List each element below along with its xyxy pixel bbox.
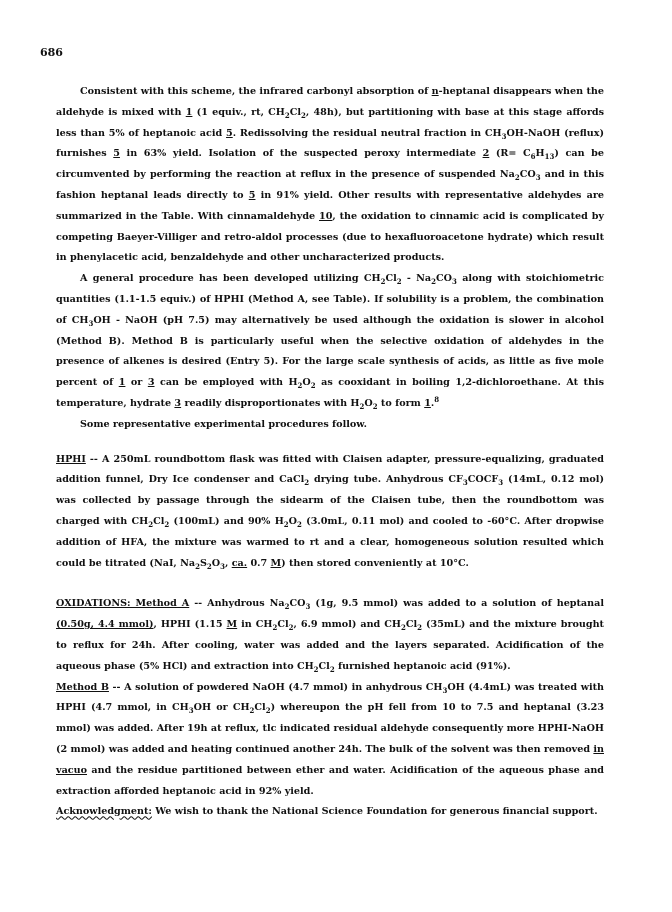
- method-b-heading: Method B: [56, 681, 109, 693]
- paragraph-general-procedure: A general procedure has been developed utilizing $CH_2Cl_2 - Na_2CO_3$ along with stoichiometric quantities (1.1-1.5 equiv.) of HPHI (Method A, see Table). If solubility is a problem, the combination of $CH_3OH$ - NaOH (pH 7.5) may alternatively be used although the oxidation is slower in alcohol (Method B). Method B is particularly useful when the selective oxidation of aldehydes in the presence of alkenes is desired (Entry 5). For the large scale synthesis of acids, as little as five mole percent of 1 or 3 can be employed with $H_2O_2$ as cooxidant in boiling 1,2-dichloroethane. At this temperature, hydrate 3 readily disproportionates with $H_2O_2$ to form 1.$^8$: [56, 273, 604, 411]
- section-hphi: HPHI -- A 250mL roundbottom flask was fitted with Claisen adapter, pressure-equalizing, graduated addition funnel, Dry Ice condenser and CaCl$_2$ drying tube. Anhydrous $CF_3COCF_3$ (14mL, 0.12 mol) was collected by passage through the sidearm of the Claisen tube, then the roundbottom was charged with $CH_2Cl_2$ (100mL) and 90% $H_2O_2$ (3.0mL, 0.11 mol) and cooled to -60°C. After dropwise addition of HFA, the mixture was warmed to rt and a clear, homogeneous solution resulted which could be titrated (NaI, $Na_2S_2O_3$, ca. 0.7 M) then stored conveniently at 10°C.: [56, 453, 604, 571]
- hphi-heading: HPHI: [56, 453, 86, 465]
- section-acknowledgment: Acknowledgment: We wish to thank the National Science Foundation for generous financial support.: [56, 806, 598, 818]
- method-a-heading: OXIDATIONS: Method A: [56, 598, 190, 610]
- section-method-a: OXIDATIONS: Method A -- Anhydrous $Na_2CO_3$ (1g, 9.5 mmol) was added to a solution of heptanal (0.50g, 4.4 mmol), HPHI (1.15 M in $CH_2Cl_2$, 6.9 mmol) and $CH_2Cl_2$ (35mL) and the mixture brought to reflux for 24h. After cooling, water was added and the layers separated. Acidification of the aqueous phase (5% HCl) and extraction into $CH_2Cl_2$ furnished heptanoic acid (91%).: [56, 598, 604, 674]
- acknowledgment-heading: Acknowledgment:: [56, 806, 152, 818]
- paragraph-mechanism: Consistent with this scheme, the infrared carbonyl absorption of n-heptanal disappears when the aldehyde is mixed with 1 (1 equiv., rt, $CH_2Cl_2$, 48h), but partitioning with base at this stage affords less than 5% of heptanoic acid 5. Redissolving the residual neutral fraction in $CH_3OH$-NaOH (reflux) furnishes 5 in 63% yield. Isolation of the suspected peroxy intermediate 2 $(R= C_6H_{13})$ can be circumvented by performing the reaction at reflux in the presence of suspended $Na_2CO_3$ and in this fashion heptanal leads directly to 5 in 91% yield. Other results with representative aldehydes are summarized in the Table. With cinnamaldehyde 10, the oxidation to cinnamic acid is complicated by competing Baeyer-Villiger and retro-aldol processes (due to hexafluoroacetone hydrate) which result in phenylacetic acid, benzaldehyde and other uncharacterized products.: [56, 86, 604, 264]
- section-method-b: Method B -- A solution of powdered NaOH (4.7 mmol) in anhydrous $CH_3OH$ (4.4mL) was treated with HPHI (4.7 mmol, in $CH_3OH$ or $CH_2Cl_2$) whereupon the pH fell from 10 to 7.5 and heptanal (3.23 mmol) was added. After 19h at reflux, tlc indicated residual aldehyde consequently more HPHI-NaOH (2 mmol) was added and heating continued another 24h. The bulk of the solvent was then removed in vacuo and the residue partitioned between ether and water. Acidification of the aqueous phase and extraction afforded heptanoic acid in 92% yield.: [56, 681, 605, 797]
- paragraph-intro-procedures: Some representative experimental procedures follow.: [80, 418, 367, 430]
- page-number: 686: [40, 46, 63, 59]
- body-text: [56, 82, 604, 823]
- reference-marker: 8: [434, 394, 440, 404]
